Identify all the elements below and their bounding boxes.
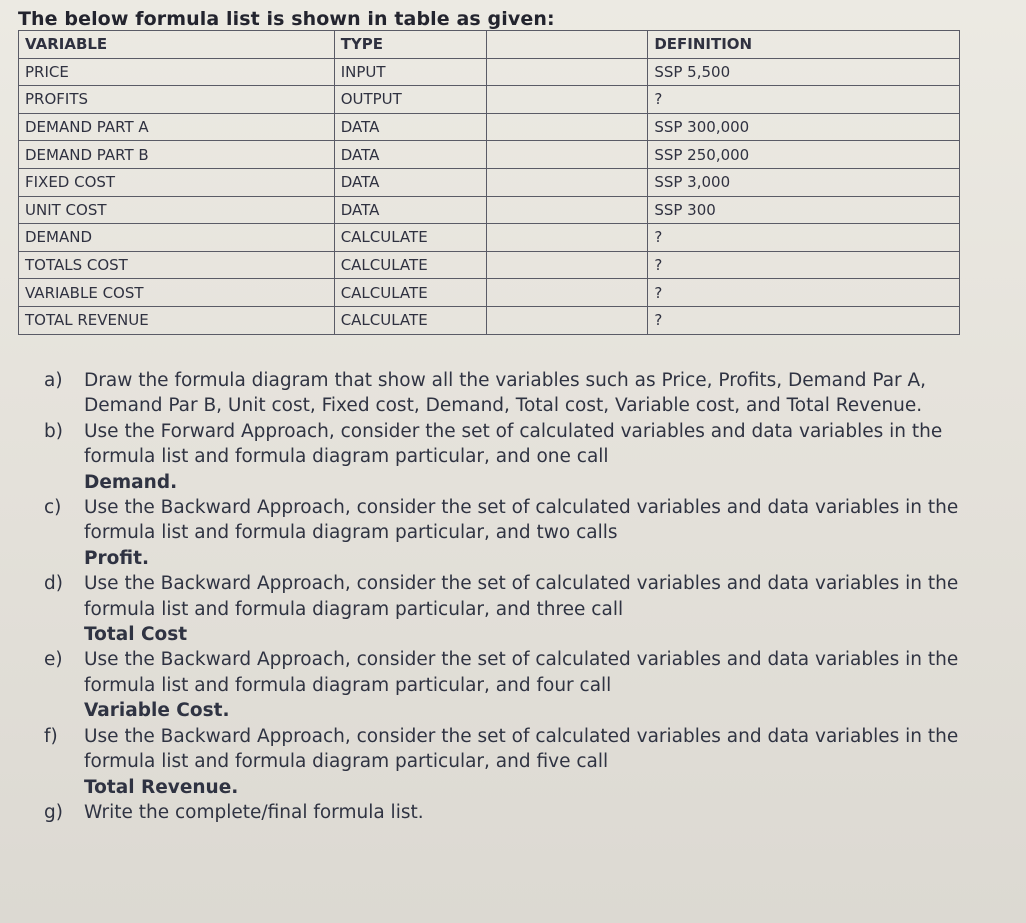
question-f [44,724,984,800]
table-row [19,113,960,141]
question-target: Total Cost [84,624,188,646]
cell-blank [486,86,648,114]
question-target: Profit. [84,547,149,569]
table-row [19,168,960,196]
cell-definition: ? [648,306,960,334]
cell-variable: PRICE [19,58,335,86]
questions-list [44,368,984,825]
cell-type: DATA [334,168,486,196]
question-letter: g) [44,801,63,823]
question-c [44,495,984,571]
cell-blank [486,251,648,279]
table-row [19,224,960,252]
cell-blank [486,306,648,334]
question-letter: d) [44,573,63,595]
cell-definition: ? [648,86,960,114]
formula-list-table [18,30,960,335]
question-target: Variable Cost. [84,700,230,722]
page-heading: The below formula list is shown in table as given: [18,8,555,30]
table-row [19,251,960,279]
cell-variable: DEMAND PART A [19,113,335,141]
cell-blank [486,224,648,252]
question-text: Draw the formula diagram that show all the variables such as Price, Profits, Demand Par A, Demand Par B, Unit cost, Fixed cost, Demand, Total cost, Variable cost, and Total Revenue. [84,370,927,417]
question-letter: a) [44,370,63,391]
cell-variable: VARIABLE COST [19,279,335,307]
header-definition: DEFINITION [648,31,960,59]
table-header-row [19,31,960,59]
cell-blank [486,141,648,169]
question-a [44,368,984,419]
cell-type: CALCULATE [334,279,486,307]
cell-variable: TOTAL REVENUE [19,306,335,334]
question-b [44,419,984,495]
question-text: Use the Backward Approach, consider the set of calculated variables and data variables in the formula list and formula diagram particular, and four call [84,649,959,696]
header-type: TYPE [334,31,486,59]
cell-blank [486,58,648,86]
question-letter: b) [44,420,63,442]
question-d [44,571,984,647]
cell-blank [486,168,648,196]
cell-type: DATA [334,141,486,169]
question-text: Use the Backward Approach, consider the set of calculated variables and data variables in the formula list and formula diagram particular, and two calls [84,497,959,544]
cell-definition: SSP 300 [648,196,960,224]
cell-definition: ? [648,251,960,279]
question-letter: c) [44,497,62,519]
cell-type: CALCULATE [334,251,486,279]
question-letter: f) [44,725,58,747]
cell-blank [486,113,648,141]
question-letter: e) [44,649,63,671]
cell-definition: SSP 5,500 [648,58,960,86]
cell-blank [486,279,648,307]
cell-variable: DEMAND [19,224,335,252]
cell-type: CALCULATE [334,306,486,334]
cell-variable: PROFITS [19,86,335,114]
cell-variable: TOTALS COST [19,251,335,279]
cell-definition: SSP 3,000 [648,168,960,196]
cell-blank [486,196,648,224]
question-text: Write the complete/final formula list. [84,801,424,823]
cell-definition: ? [648,279,960,307]
cell-type: DATA [334,113,486,141]
question-target: Demand. [84,471,178,493]
cell-variable: FIXED COST [19,168,335,196]
table-row [19,196,960,224]
table-row [19,58,960,86]
question-text: Use the Forward Approach, consider the set of calculated variables and data variables in the formula list and formula diagram particular, and one call [84,420,943,468]
table-row [19,86,960,114]
cell-type: INPUT [334,58,486,86]
header-variable: VARIABLE [19,31,335,59]
cell-definition: ? [648,224,960,252]
question-text: Use the Backward Approach, consider the set of calculated variables and data variables in the formula list and formula diagram particular, and five call [84,725,959,773]
cell-type: OUTPUT [334,86,486,114]
cell-type: CALCULATE [334,224,486,252]
question-text: Use the Backward Approach, consider the set of calculated variables and data variables in the formula list and formula diagram particular, and three call [84,573,959,620]
cell-definition: SSP 250,000 [648,141,960,169]
cell-variable: DEMAND PART B [19,141,335,169]
question-target: Total Revenue. [84,776,239,798]
cell-variable: UNIT COST [19,196,335,224]
cell-definition: SSP 300,000 [648,113,960,141]
table-row [19,306,960,334]
table-row [19,141,960,169]
question-g [44,800,984,825]
question-e [44,647,984,723]
table-row [19,279,960,307]
cell-type: DATA [334,196,486,224]
header-blank [486,31,648,59]
